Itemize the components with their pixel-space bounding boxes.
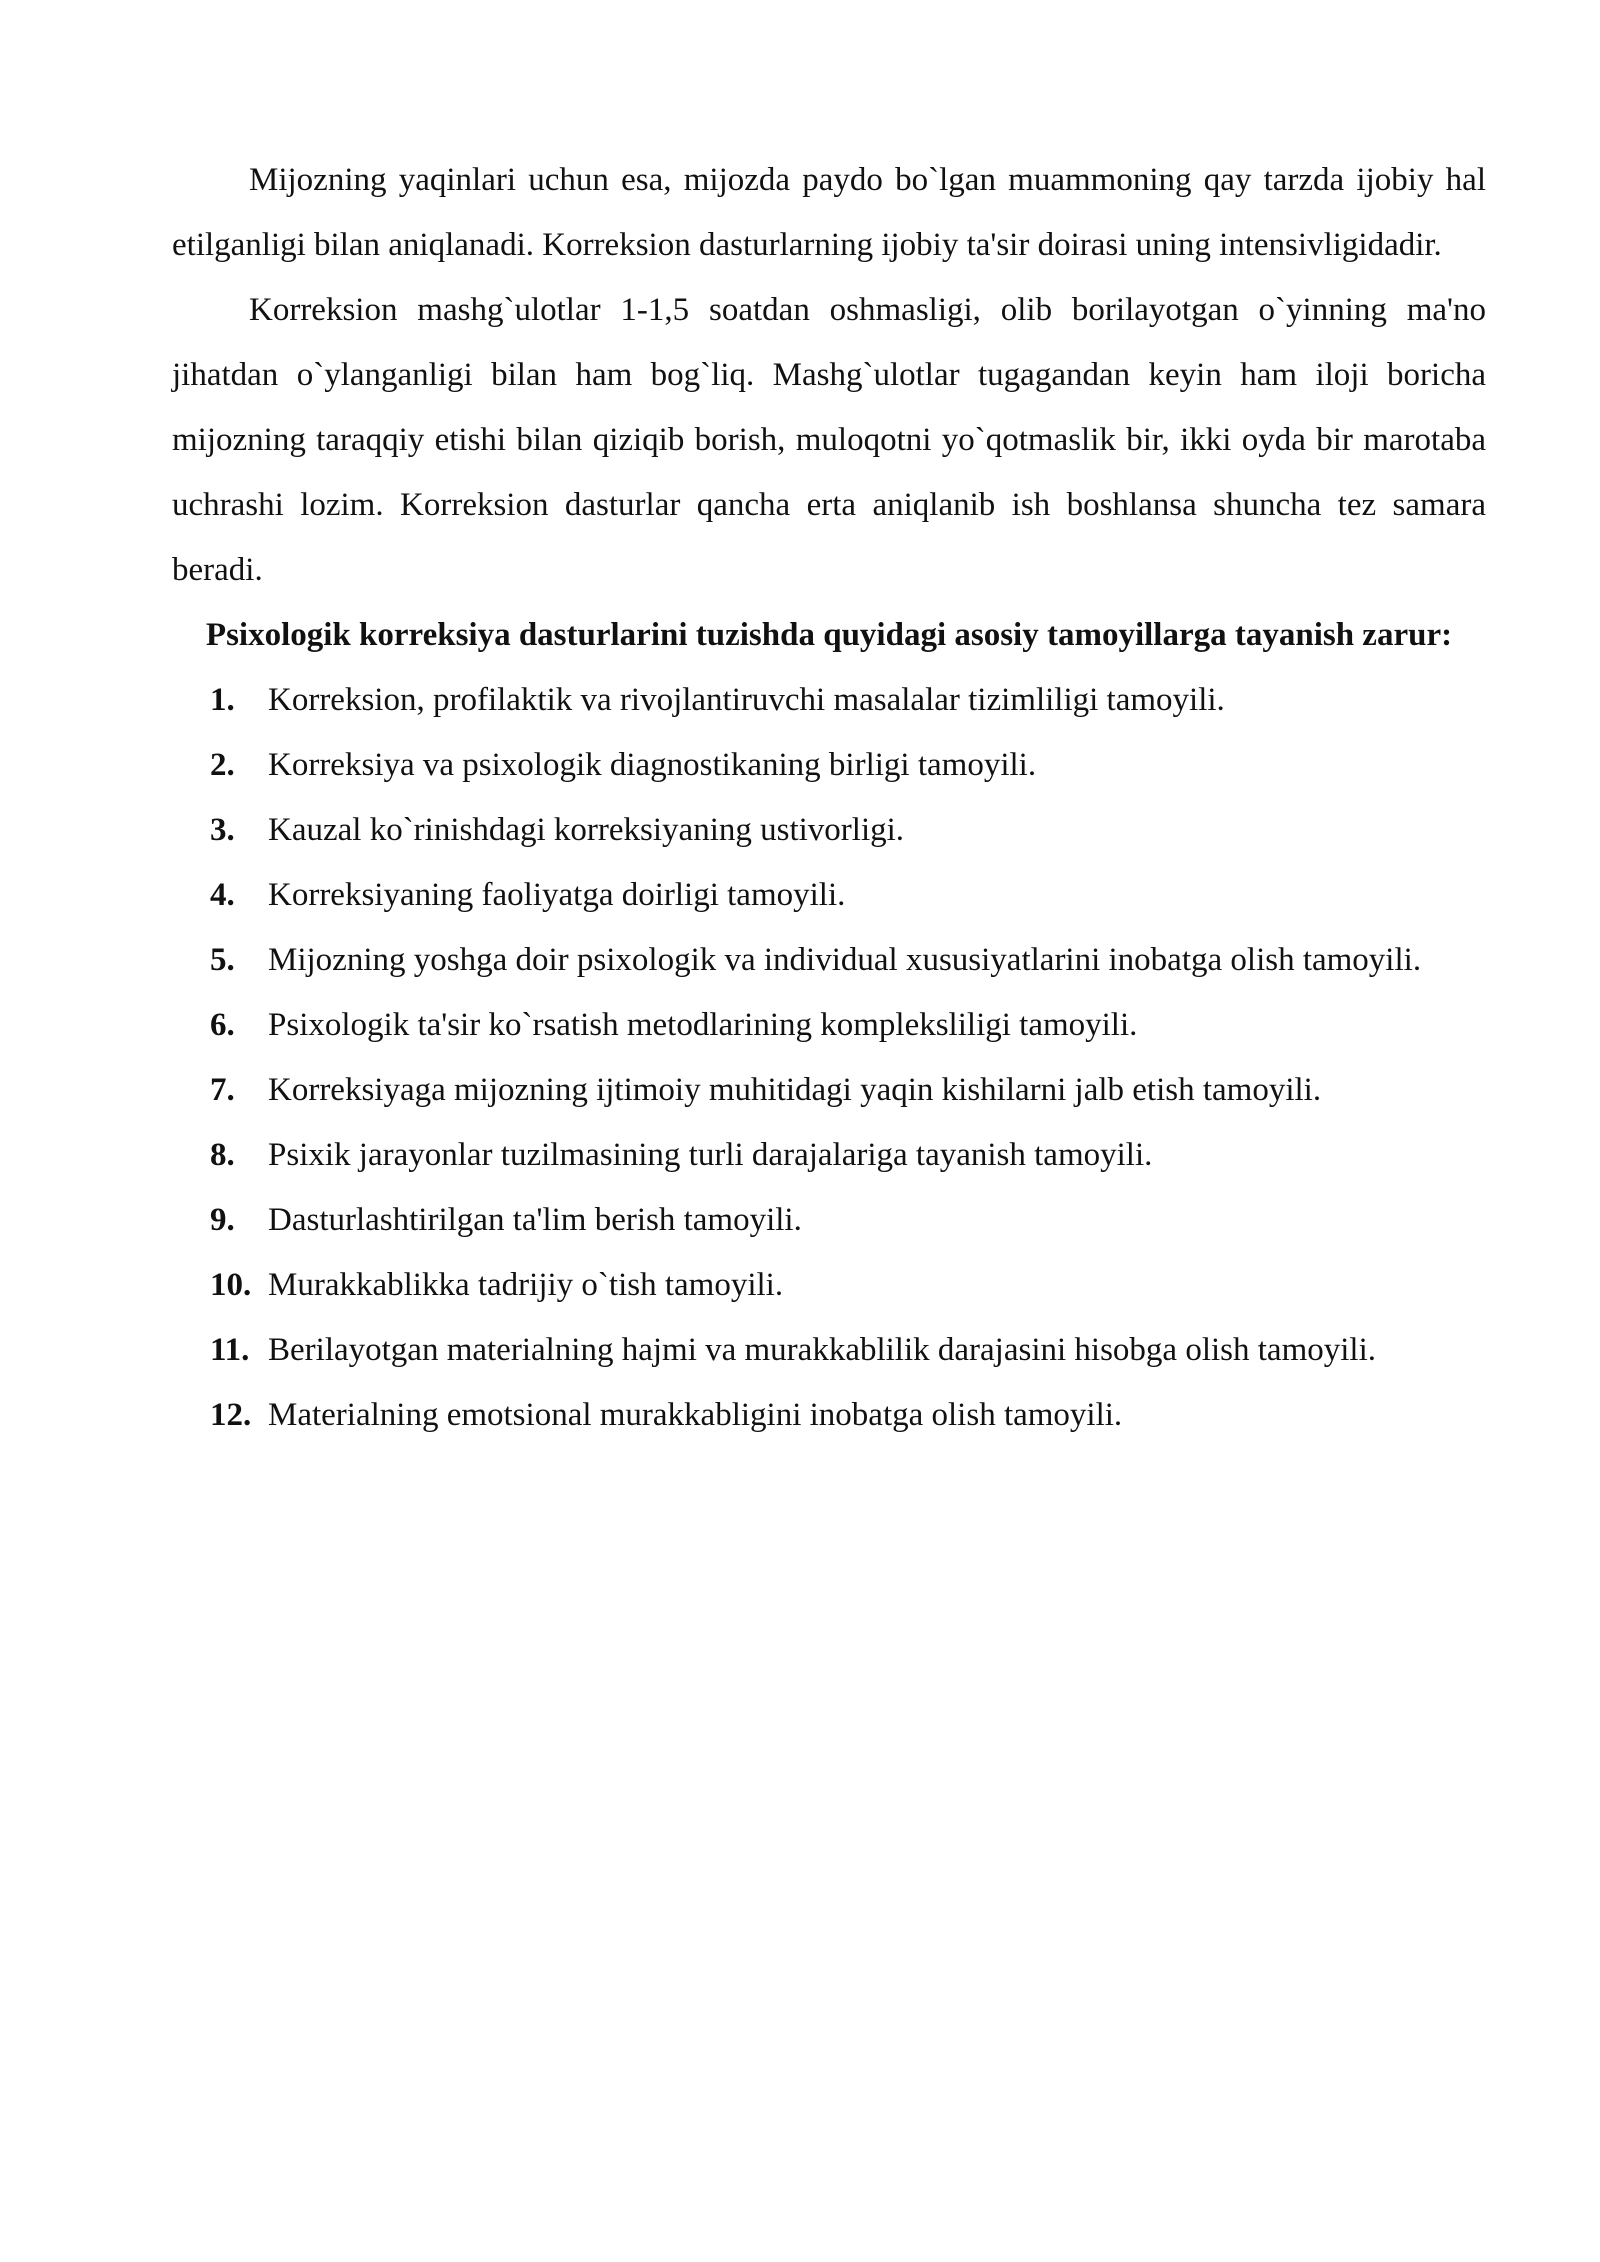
list-item <box>172 928 1486 993</box>
list-item-text: Korreksiyaning faoliyatga doirligi tamoyili. <box>268 877 846 913</box>
list-item-text: Korreksiya va psixologik diagnostikaning birligi tamoyili. <box>268 747 1037 783</box>
list-item-text: Psixologik ta'sir ko`rsatish metodlarining kompleksliligi tamoyili. <box>268 1007 1138 1043</box>
list-item <box>172 798 1486 863</box>
list-item <box>172 733 1486 798</box>
list-item-text: Korreksiyaga mijozning ijtimoiy muhitidagi yaqin kishilarni jalb etish tamoyili. <box>268 1072 1322 1108</box>
list-item <box>172 993 1486 1058</box>
list-item <box>172 1188 1486 1253</box>
list-item-text: Berilayotgan materialning hajmi va murakkablilik darajasini hisobga olish tamoyili. <box>268 1332 1376 1368</box>
list-item-number: 11. <box>210 1332 250 1368</box>
list-item <box>172 1253 1486 1318</box>
list-item-text: Mijozning yoshga doir psixologik va individual xususiyatlarini inobatga olish tamoyili. <box>268 942 1422 978</box>
list-item-text: Korreksion, profilaktik va rivojlantiruvchi masalalar tizimliligi tamoyili. <box>268 682 1225 718</box>
list-item-text: Materialning emotsional murakkabligini inobatga olish tamoyili. <box>268 1397 1123 1433</box>
list-item-number: 8. <box>210 1137 235 1173</box>
list-item-number: 6. <box>210 1007 235 1043</box>
principles-list <box>172 668 1486 1448</box>
list-item <box>172 1383 1486 1448</box>
page-content <box>172 148 1486 1448</box>
list-item-text: Kauzal ko`rinishdagi korreksiyaning ustivorligi. <box>268 812 905 848</box>
list-item <box>172 1318 1486 1383</box>
list-item <box>172 1058 1486 1123</box>
list-item-number: 12. <box>210 1397 252 1433</box>
list-item-number: 7. <box>210 1072 235 1108</box>
list-item-text: Psixik jarayonlar tuzilmasining turli darajalariga tayanish tamoyili. <box>268 1137 1153 1173</box>
list-item-number: 5. <box>210 942 235 978</box>
list-item-number: 2. <box>210 747 235 783</box>
section-heading: Psixologik korreksiya dasturlarini tuzishda quyidagi asosiy tamoyillarga tayanish zarur: <box>205 617 1453 653</box>
paragraph-2: Korreksion mashg`ulotlar 1-1,5 soatdan oshmasligi, olib borilayotgan o`yinning ma'no jihatdan o`ylanganligi bilan ham bog`liq. Mashg`ulotlar tugagandan keyin ham iloji boricha mijozning taraqqiy etishi bilan qiziqib borish, muloqotni yo`qotmaslik bir, ikki oyda bir marotaba uchrashi lozim. Korreksion dasturlar qancha erta aniqlanib ish boshlansa shuncha tez samara beradi. <box>172 292 1486 588</box>
list-item-number: 10. <box>210 1267 252 1303</box>
list-item-number: 9. <box>210 1202 235 1238</box>
list-item <box>172 863 1486 928</box>
list-item-number: 4. <box>210 877 235 913</box>
paragraph-1: Mijozning yaqinlari uchun esa, mijozda paydo bo`lgan muammoning qay tarzda ijobiy hal etilganligi bilan aniqlanadi. Korreksion dasturlarning ijobiy ta'sir doirasi uning intensivligidadir. <box>172 162 1486 263</box>
list-item-text: Dasturlashtirilgan ta'lim berish tamoyili. <box>268 1202 802 1238</box>
list-item <box>172 1123 1486 1188</box>
list-item-number: 1. <box>210 682 235 718</box>
list-item-text: Murakkablikka tadrijiy o`tish tamoyili. <box>268 1267 784 1303</box>
list-item <box>172 668 1486 733</box>
list-item-number: 3. <box>210 812 235 848</box>
